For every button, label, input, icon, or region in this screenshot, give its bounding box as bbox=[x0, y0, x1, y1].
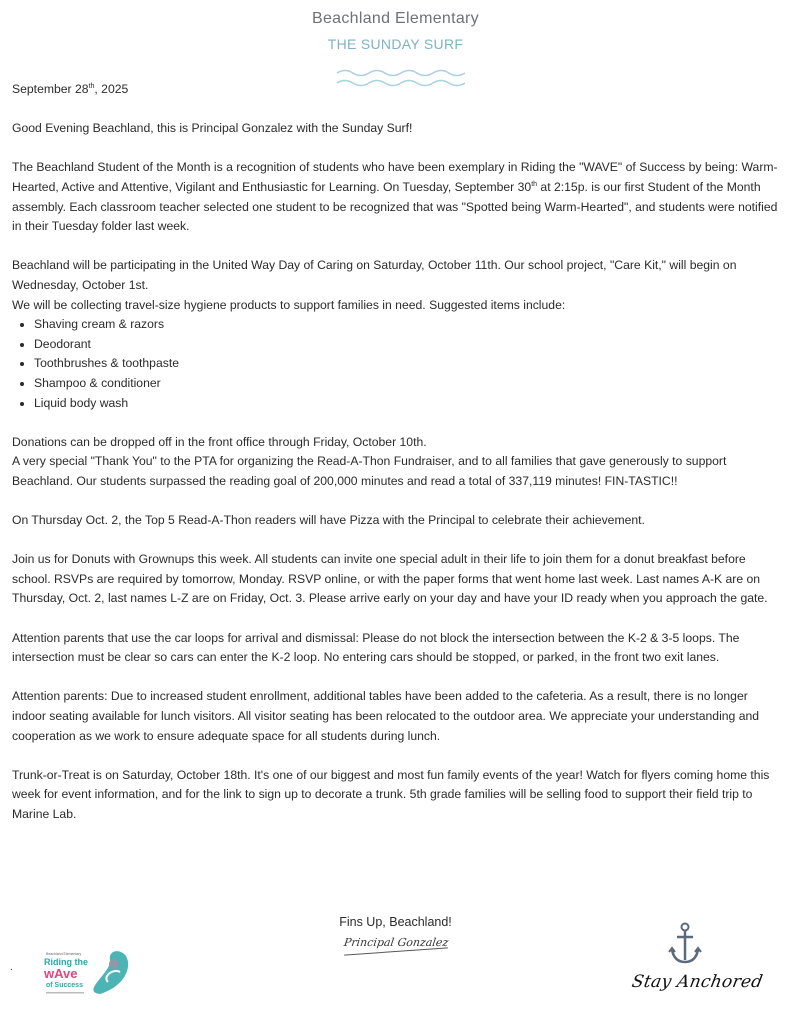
school-name: Beachland Elementary bbox=[312, 10, 479, 27]
letter-date: September 28th, 2025 bbox=[12, 82, 129, 96]
letter-body bbox=[12, 80, 780, 825]
hygiene-items-list bbox=[12, 315, 780, 413]
list-item: • Toothbrushes & toothpaste bbox=[34, 354, 780, 374]
riding-the-wave-logo bbox=[40, 942, 132, 998]
list-item: • Shampoo & conditioner bbox=[34, 374, 780, 394]
logo-text-line2: wAve bbox=[44, 966, 78, 981]
trunk-or-treat-paragraph: Trunk-or-Treat is on Saturday, October 18th. It's one of our biggest and most fun family events of the year! Watch for flyers coming home this week for event information, and for the link to sign up to decorate a trunk. 5th grade families will be selling food to support their field trip to Marine Lab. bbox=[12, 767, 770, 821]
closing-line: Fins Up, Beachland! bbox=[339, 915, 452, 929]
stray-dot: . bbox=[10, 962, 13, 973]
list-item: • Deodorant bbox=[34, 335, 780, 355]
newsletter-title: THE SUNDAY SURF bbox=[327, 36, 464, 52]
greeting: Good Evening Beachland, this is Principal Gonzalez with the Sunday Surf! bbox=[12, 121, 413, 136]
day-of-caring-paragraph: Beachland will be participating in the United Way Day of Caring on Saturday, October 11th. Our school project, "Care Kit," will begin on Wednesday, October 1st. bbox=[12, 258, 737, 292]
principal-signature: Principal Gonzalez bbox=[343, 936, 450, 949]
donations-paragraph: Donations can be dropped off in the front office through Friday, October 10th. bbox=[12, 434, 427, 449]
collection-paragraph: We will be collecting travel-size hygiene products to support families in need. Suggested items include: bbox=[12, 297, 566, 312]
donuts-paragraph: Join us for Donuts with Grownups this week. All students can invite one special adult in their life to join them for a donut breakfast before school. RSVPs are required by tomorrow, Monday. RSVP online, or with the paper forms that went home last week. Last names A-K are on Thursday, Oct. 2, last names L-Z are on Friday, Oct. 3. Please arrive early on your day and have your ID ready when you approach the gate. bbox=[12, 552, 768, 606]
logo-text-line3: of Success bbox=[46, 982, 83, 989]
logo-text-line1: Riding the bbox=[44, 957, 88, 967]
pizza-paragraph: On Thursday Oct. 2, the Top 5 Read-A-Thon readers will have Pizza with the Principal to celebrate their achievement. bbox=[12, 513, 645, 528]
stay-anchored-motto: Stay Anchored bbox=[630, 972, 765, 992]
anchor-icon bbox=[668, 922, 702, 966]
read-a-thon-paragraph: A very special "Thank You" to the PTA for organizing the Read-A-Thon Fundraiser, and to all families that gave generously to support Beachland. Our students surpassed the reading goal of 200,000 minutes and read a total of 337,119 minutes! FIN-TASTIC!! bbox=[12, 454, 727, 488]
svg-text:Beachland Elementary: Beachland Elementary bbox=[46, 952, 82, 956]
cafeteria-paragraph: Attention parents: Due to increased student enrollment, additional tables have been added to the cafeteria. As a result, there is no longer indoor seating available for lunch visitors. All visitor seating has been relocated to the outdoor area. We appreciate your understanding and cooperation as we work to ensure adequate space for all students during lunch. bbox=[12, 689, 760, 743]
car-loop-paragraph: Attention parents that use the car loops for arrival and dismissal: Please do not block the intersection between the K-2 & 3-5 loops. The intersection must be clear so cars can enter the K-2 loop. No entering cars should be stopped, or parked, in the front two exit lanes. bbox=[12, 630, 740, 665]
list-item: • Shaving cream & razors bbox=[34, 315, 780, 335]
list-item: • Liquid body wash bbox=[34, 394, 780, 414]
student-of-month-paragraph: The Beachland Student of the Month is a recognition of students who have been exemplary in Riding the "WAVE" of Success by being: Warm-Hearted, Active and Attentive, Vigilant and Enthusiastic for Learning. On Tuesday, September 30th at 2:15p. is our first Student of the Month assembly. Each classroom teacher selected one student to be recognized that was "Spotted being Warm-Hearted", and students were notified in their Tuesday folder last week. bbox=[12, 160, 778, 234]
